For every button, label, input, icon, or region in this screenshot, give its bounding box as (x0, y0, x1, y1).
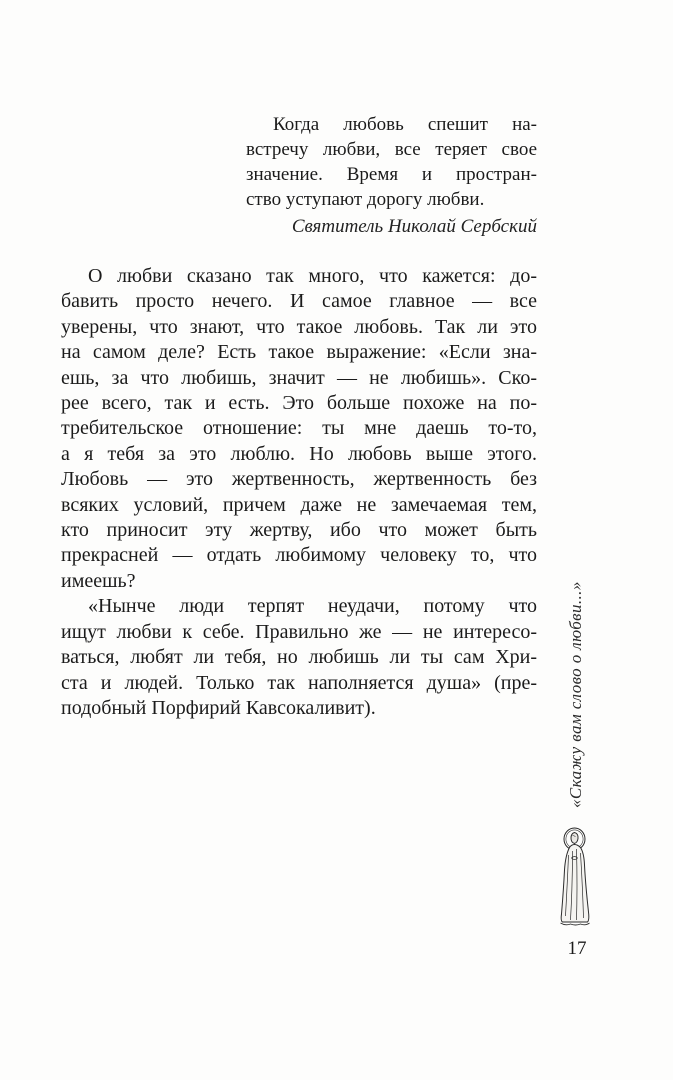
text-line: имеешь? (61, 569, 136, 592)
text-line: подобный Порфирий Кавсокаливит). (61, 696, 376, 719)
text-line: прекрасней — отдать любимому человеку то, что (61, 544, 537, 567)
text-line: ство уступают дорогу любви. (246, 189, 485, 210)
margin-vertical-quote: «Скажу вам слово о любви...» (566, 581, 585, 808)
body-paragraph-1 (61, 264, 537, 594)
text-line: ста и людей. Только так наполняется душа» (пре- (61, 671, 537, 694)
page-number: 17 (567, 938, 587, 959)
text-line: Любовь — это жертвенность, жертвенность без (61, 468, 537, 491)
text-line: ешь, за что любишь, значит — не любишь». Ско- (61, 366, 537, 389)
epigraph-text (246, 112, 537, 212)
text-line: встречу любви, все теряет свое (246, 139, 537, 160)
text-line: а я тебя за это люблю. Но любовь выше этого. (61, 442, 537, 465)
text-line: ищут любви к себе. Правильно же — не интересо- (61, 620, 537, 643)
text-line: Когда любовь спешит на- (273, 114, 537, 135)
body-paragraph-2 (61, 594, 537, 721)
epigraph (246, 112, 537, 239)
text-line: требительское отношение: ты мне даешь то-то, (61, 417, 537, 440)
text-line: значение. Время и простран- (246, 164, 537, 185)
text-line: О любви сказано так много, что кажется: до- (88, 265, 537, 287)
body-text (61, 264, 537, 721)
text-line: всяких условий, причем даже не замечаемая тем, (61, 493, 537, 516)
epigraph-attribution: Святитель Николай Сербский (291, 216, 537, 237)
text-line: рее всего, так и есть. Это больше похоже на по- (61, 392, 537, 415)
text-line: кто приносит эту жертву, ибо что может быть (61, 519, 537, 542)
text-line: на самом деле? Есть такое выражение: «Если зна- (61, 341, 537, 364)
text-line: уверены, что знают, что такое любовь. Так ли это (61, 315, 537, 338)
text-line: «Нынче люди терпят неудачи, потому что (88, 595, 537, 618)
text-line: ваться, любят ли тебя, но любишь ли ты сам Хри- (61, 646, 537, 669)
text-line: бавить просто нечего. И самое главное — все (61, 290, 537, 313)
saint-figure-icon (555, 825, 595, 929)
